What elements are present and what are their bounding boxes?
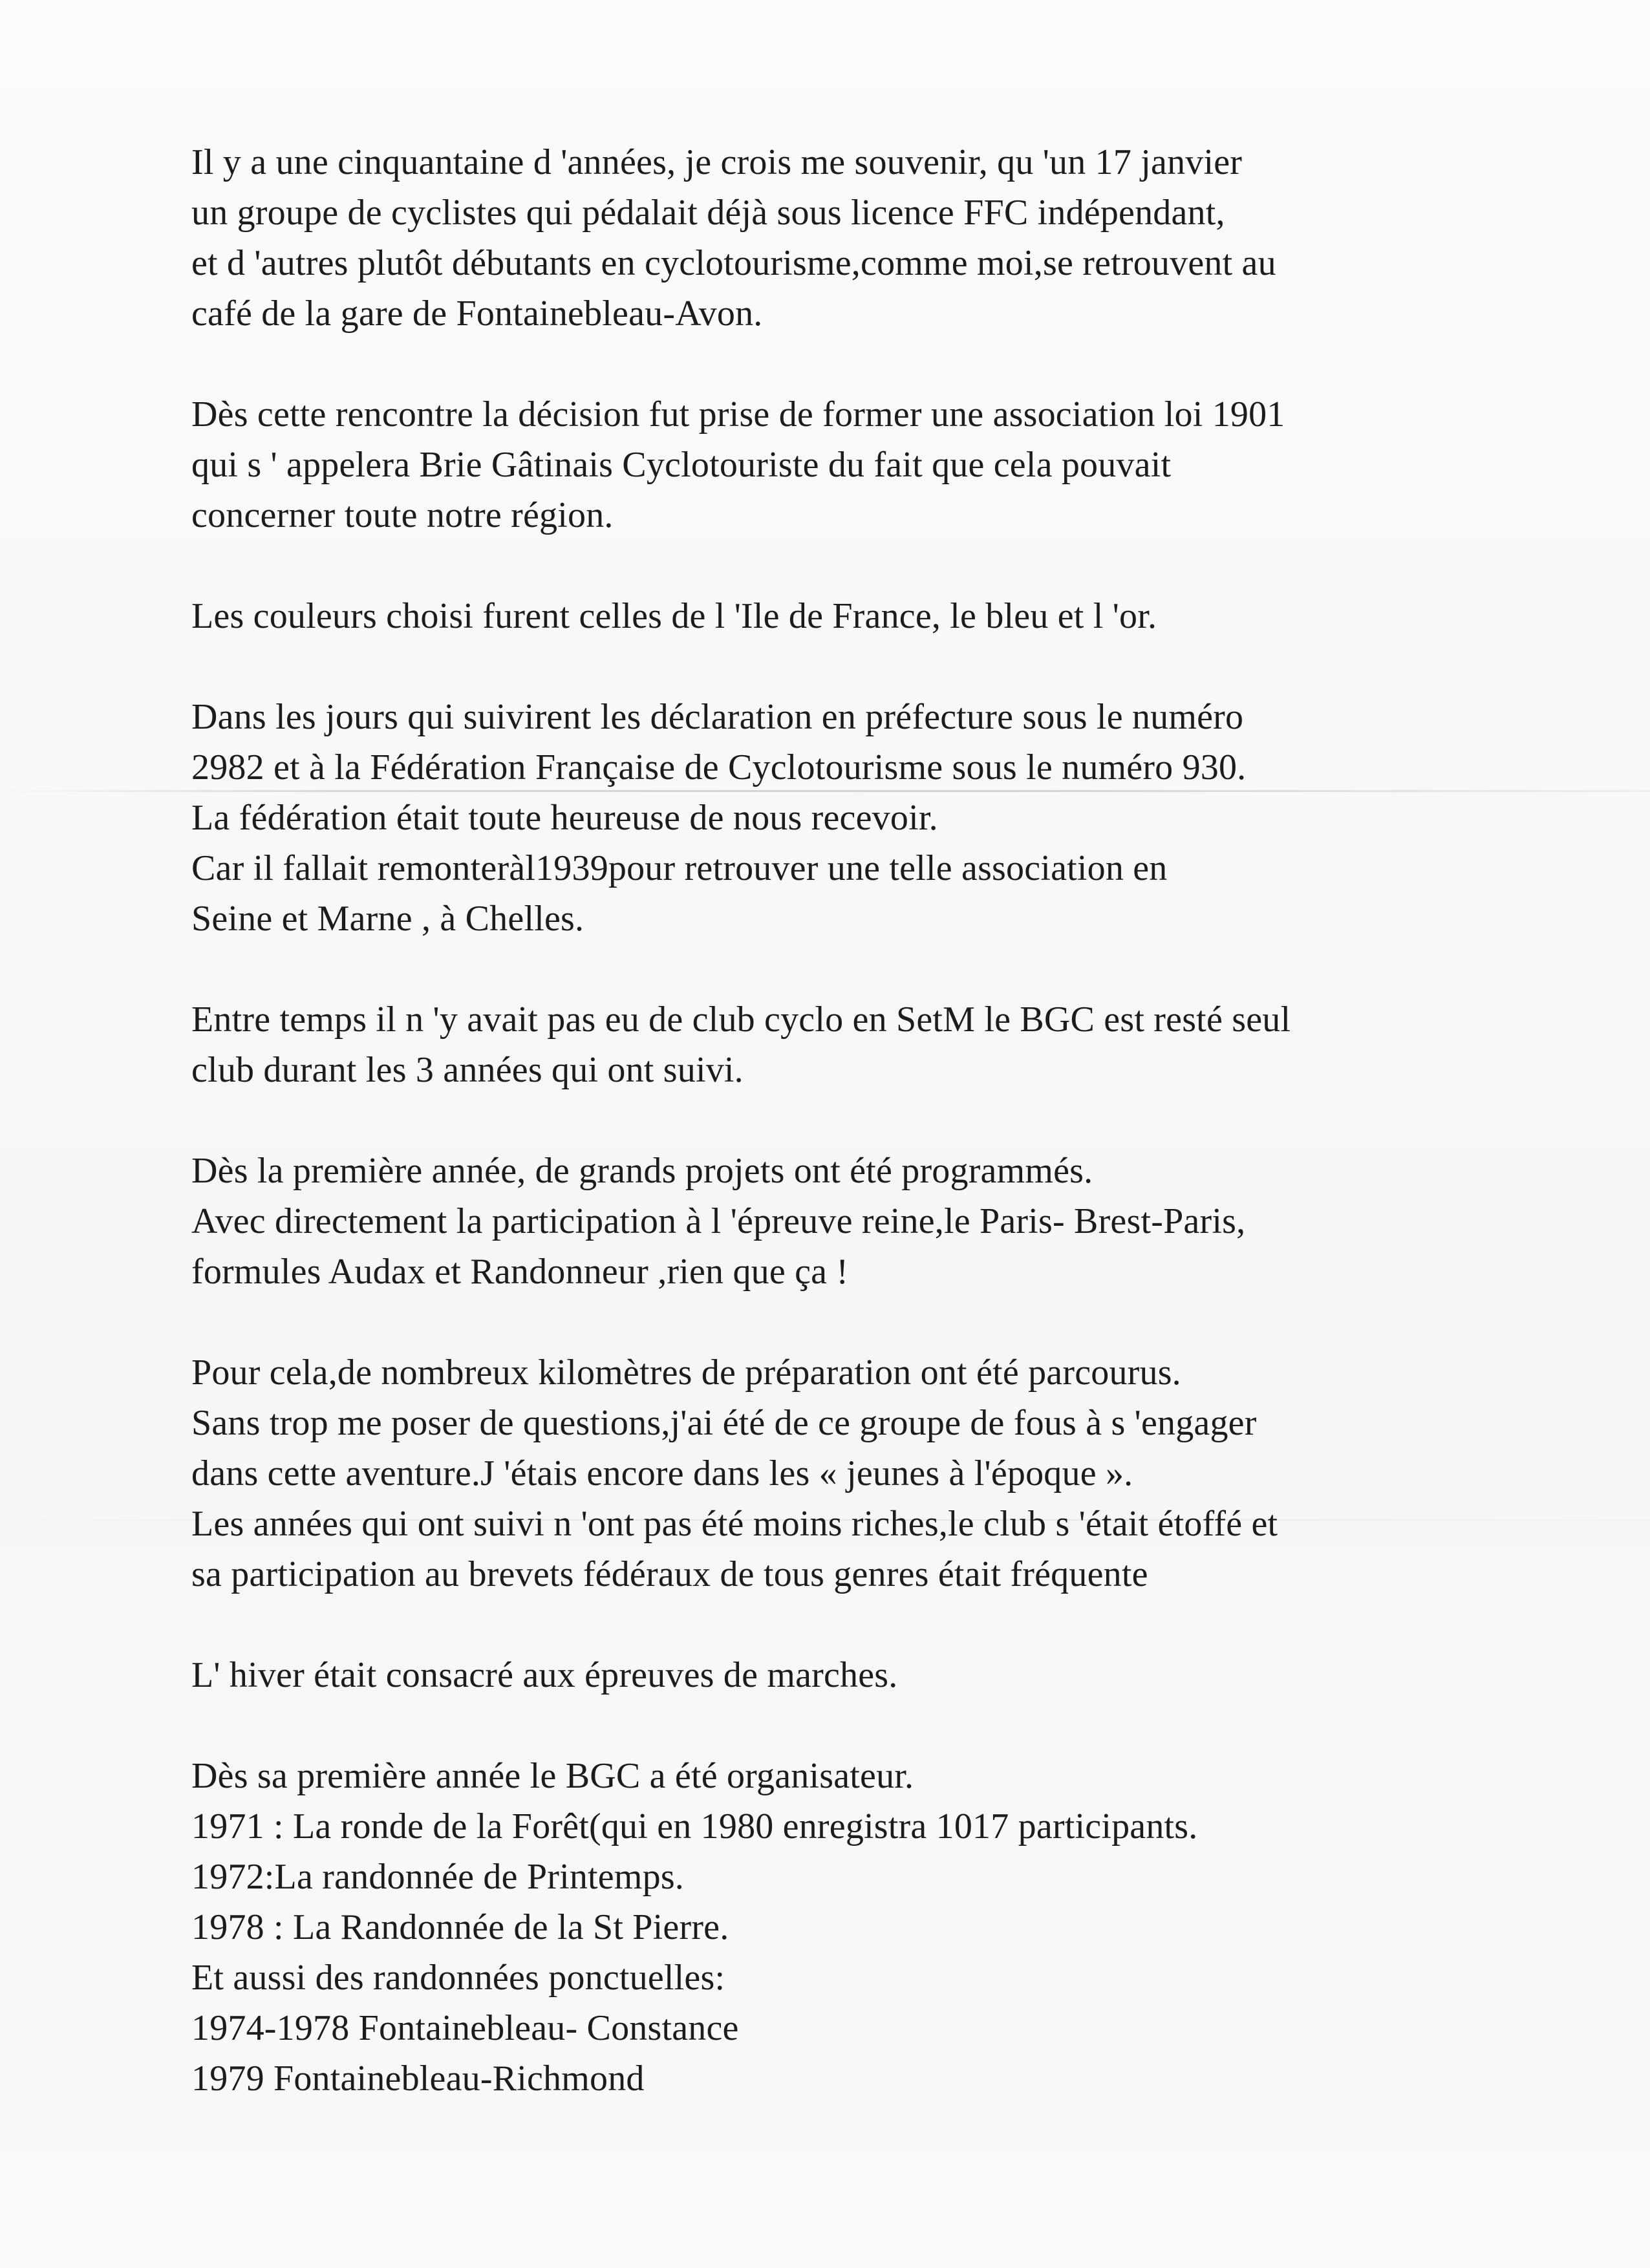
letter-body (191, 137, 1581, 2154)
text-line: Dès la première année, de grands projets ont été programmés. (191, 1151, 1093, 1191)
paragraph-founding-meeting (191, 137, 1581, 339)
text-line: Dès sa première année le BGC a été organisateur. (191, 1756, 914, 1796)
text-line: Entre temps il n 'y avait pas eu de club cyclo en SetM le BGC est resté seul (191, 1000, 1291, 1040)
paragraph-winter-walks (191, 1650, 1581, 1700)
event-line: 1979 Fontainebleau-Richmond (191, 2059, 645, 2099)
text-line: Les couleurs choisi furent celles de l 'Ile de France, le bleu et l 'or. (191, 596, 1157, 636)
text-line: sa participation au brevets fédéraux de tous genres était fréquente (191, 1554, 1148, 1594)
paragraph-only-club (191, 994, 1581, 1095)
text-line: La fédération était toute heureuse de nous recevoir. (191, 798, 938, 838)
event-line: 1971 : La ronde de la Forêt(qui en 1980 enregistra 1017 participants. (191, 1806, 1198, 1846)
text-line: Seine et Marne , à Chelles. (191, 899, 584, 939)
text-line: concerner toute notre région. (191, 495, 614, 535)
text-line: Car il fallait remonteràl1939pour retrouver une telle association en (191, 848, 1168, 888)
text-line: Dans les jours qui suivirent les déclaration en préfecture sous le numéro (191, 697, 1244, 737)
paragraph-organized-events (191, 1751, 1581, 2104)
text-line: 2982 et à la Fédération Française de Cyclotourisme sous le numéro 930. (191, 747, 1247, 787)
event-line: 1974-1978 Fontainebleau- Constance (191, 2008, 739, 2048)
event-line: 1972:La randonnée de Printemps. (191, 1857, 685, 1897)
text-line: formules Audax et Randonneur ,rien que ça ! (191, 1252, 849, 1292)
text-line: Pour cela,de nombreux kilomètres de préparation ont été parcourus. (191, 1353, 1181, 1393)
text-line: L' hiver était consacré aux épreuves de marches. (191, 1655, 898, 1695)
text-line: Et aussi des randonnées ponctuelles: (191, 1958, 725, 1998)
paragraph-association-decision (191, 389, 1581, 540)
paragraph-preparation (191, 1347, 1581, 1599)
paragraph-registration (191, 692, 1581, 944)
event-line: 1978 : La Randonnée de la St Pierre. (191, 1907, 729, 1947)
text-line: Il y a une cinquantaine d 'années, je crois me souvenir, qu 'un 17 janvier (191, 142, 1243, 182)
text-line: un groupe de cyclistes qui pédalait déjà sous licence FFC indépendant, (191, 193, 1225, 233)
paragraph-first-year-projects (191, 1146, 1581, 1297)
text-line: dans cette aventure.J 'étais encore dans les « jeunes à l'époque ». (191, 1453, 1133, 1493)
text-line: Dès cette rencontre la décision fut prise de former une association loi 1901 (191, 394, 1285, 434)
text-line: club durant les 3 années qui ont suivi. (191, 1050, 744, 1090)
text-line: et d 'autres plutôt débutants en cyclotourisme,comme moi,se retrouvent au (191, 243, 1276, 283)
text-line: qui s ' appelera Brie Gâtinais Cyclotouriste du fait que cela pouvait (191, 445, 1172, 485)
text-line: Avec directement la participation à l 'épreuve reine,le Paris- Brest-Paris, (191, 1201, 1246, 1241)
text-line: café de la gare de Fontainebleau-Avon. (191, 294, 763, 334)
text-line: Sans trop me poser de questions,j'ai été de ce groupe de fous à s 'engager (191, 1403, 1257, 1443)
paragraph-club-colors (191, 591, 1581, 641)
text-line: Les années qui ont suivi n 'ont pas été moins riches,le club s 'était étoffé et (191, 1504, 1278, 1544)
